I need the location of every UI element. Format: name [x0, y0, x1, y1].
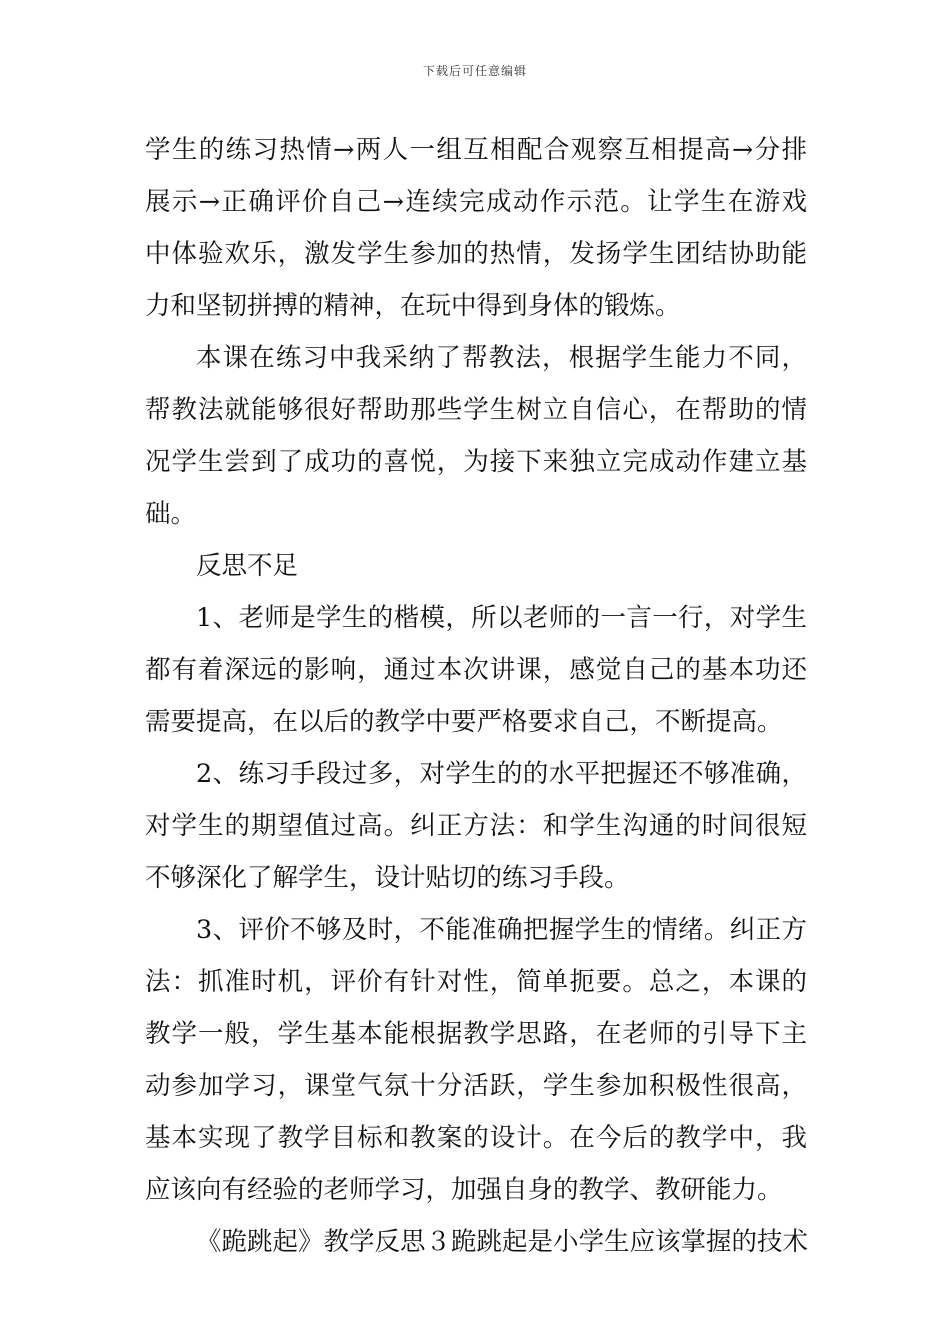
text-line: 应该向有经验的老师学习，加强自身的教学、教研能力。 [145, 1175, 783, 1205]
paragraph-first-line: 2、练习手段过多，对学生的的水平把握还不够准确， [196, 759, 807, 789]
text-line: 对学生的期望值过高。纠正方法：和学生沟通的时间很短 [145, 811, 807, 841]
paragraph-first-line: 《跪跳起》教学反思３跪跳起是小学生应该掌握的技术 [196, 1227, 809, 1257]
paragraph-first-line: 1、老师是学生的楷模，所以老师的一言一行，对学生 [196, 603, 807, 633]
text-line: 帮教法就能够很好帮助那些学生树立自信心，在帮助的情 [145, 395, 807, 425]
text-line: 动参加学习，课堂气氛十分活跃，学生参加积极性很高， [145, 1071, 807, 1101]
text-line: 法：抓准时机，评价有针对性，简单扼要。总之，本课的 [145, 967, 807, 997]
text-line: 都有着深远的影响，通过本次讲课，感觉自己的基本功还 [145, 655, 807, 685]
paragraph-first-line: 3、评价不够及时，不能准确把握学生的情绪。纠正方 [196, 915, 807, 945]
text-line: 中体验欢乐，激发学生参加的热情，发扬学生团结协助能 [145, 239, 807, 269]
text-line: 力和坚韧拼搏的精神，在玩中得到身体的锻炼。 [145, 291, 681, 321]
text-line: 基本实现了教学目标和教案的设计。在今后的教学中，我 [145, 1123, 807, 1153]
text-line: 教学一般，学生基本能根据教学思路，在老师的引导下主 [145, 1019, 807, 1049]
text-line: 需要提高，在以后的教学中要严格要求自己，不断提高。 [145, 707, 783, 737]
text-line: 学生的练习热情→两人一组互相配合观察互相提高→分排 [145, 135, 807, 165]
body-text [145, 124, 807, 1268]
section-heading: 反思不足 [196, 551, 299, 581]
text-line: 础。 [145, 499, 197, 529]
page-header: 下载后可任意编辑 [422, 64, 527, 78]
text-line: 不够深化了解学生，设计贴切的练习手段。 [145, 863, 630, 893]
text-line: 况学生尝到了成功的喜悦，为接下来独立完成动作建立基 [145, 447, 807, 477]
paragraph-first-line: 本课在练习中我采纳了帮教法，根据学生能力不同， [196, 343, 807, 373]
text-line: 展示→正确评价自己→连续完成动作示范。让学生在游戏 [145, 187, 807, 217]
